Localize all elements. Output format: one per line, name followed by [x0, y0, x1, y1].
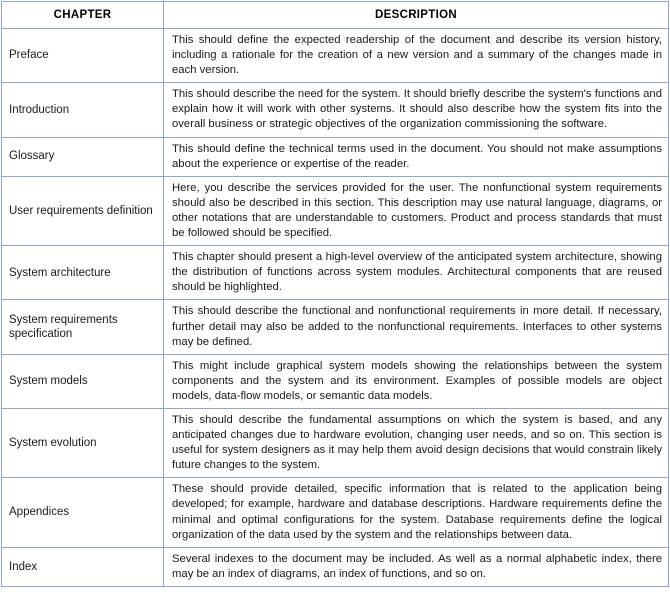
cell-chapter: System architecture: [2, 246, 164, 300]
cell-description: [164, 478, 669, 547]
column-header-chapter: CHAPTER: [2, 2, 164, 29]
cell-chapter: Introduction: [2, 83, 164, 137]
description-text: Here, you describe the services provided for the user. The nonfunctional system requirements should also be described in this section. This description may use natural language, diagrams, or other notations that are understandable to customers. Product and process standards that must be followed should be specified.: [172, 181, 662, 240]
table-row: [2, 354, 669, 408]
description-text: This chapter should present a high-level overview of the anticipated system architecture, showing the distribution of functions across system modules. Architectural components that are reused should be highlighted.: [172, 251, 662, 294]
description-text: These should provide detailed, specific information that is related to the application being developed; for example, hardware and database descriptions. Hardware requirements define the minimal and optimal configurations for the system. Database requirements define the logical organization of the data used by the system and the relationships between data.: [172, 483, 662, 541]
cell-description: [164, 354, 669, 408]
cell-chapter: System models: [2, 354, 164, 408]
cell-chapter: Glossary: [2, 137, 164, 176]
cell-chapter: User requirements definition: [2, 176, 164, 245]
table-row: [2, 408, 669, 477]
description-text: This should define the expected readership of the document and describe its version history, including a rationale for the creation of a new version and a summary of the changes made in each version.: [172, 34, 662, 77]
cell-description: [164, 176, 669, 245]
table-row: [2, 547, 669, 586]
table-header: [2, 2, 669, 29]
table-row: [2, 29, 669, 83]
table-row: [2, 478, 669, 547]
cell-chapter: System requirements specification: [2, 300, 164, 354]
cell-description: [164, 246, 669, 300]
cell-description: [164, 300, 669, 354]
description-text: This should describe the functional and nonfunctional requirements in more detail. If necessary, further detail may also be added to the nonfunctional requirements. Interfaces to other systems may be defined.: [172, 305, 662, 348]
table-row: [2, 246, 669, 300]
cell-chapter: Appendices: [2, 478, 164, 547]
table-row: [2, 83, 669, 137]
cell-chapter: System evolution: [2, 408, 164, 477]
cell-description: [164, 137, 669, 176]
table-row: [2, 300, 669, 354]
table-row: [2, 176, 669, 245]
table-header-row: [2, 2, 669, 29]
cell-description: [164, 408, 669, 477]
description-text: This should describe the fundamental assumptions on which the system is based, and any anticipated changes due to hardware evolution, changing user needs, and so on. This section is useful for system designers as it may help them avoid design decisions that would constrain likely future changes to the system.: [172, 413, 662, 472]
description-text: This should describe the need for the system. It should briefly describe the system's functions and explain how it will work with other systems. It should also describe how the system fits into the overall business or strategic objectives of the organization commissioning the software.: [172, 88, 662, 131]
cell-description: [164, 29, 669, 83]
table-body: [2, 29, 669, 587]
requirements-document-structure-table: [1, 1, 669, 587]
description-text: This should define the technical terms used in the document. You should not make assumptions about the experience or expertise of the reader.: [172, 142, 662, 170]
column-header-description: DESCRIPTION: [164, 2, 669, 29]
cell-chapter: Preface: [2, 29, 164, 83]
description-text: Several indexes to the document may be included. As well as a normal alphabetic index, there may be an index of diagrams, an index of functions, and so on.: [172, 552, 662, 580]
description-text: This might include graphical system models showing the relationships between the system components and the system and its environment. Examples of possible models are object models, data-flow models, or semantic data models.: [172, 359, 662, 402]
table-row: [2, 137, 669, 176]
cell-description: [164, 547, 669, 586]
cell-chapter: Index: [2, 547, 164, 586]
cell-description: [164, 83, 669, 137]
